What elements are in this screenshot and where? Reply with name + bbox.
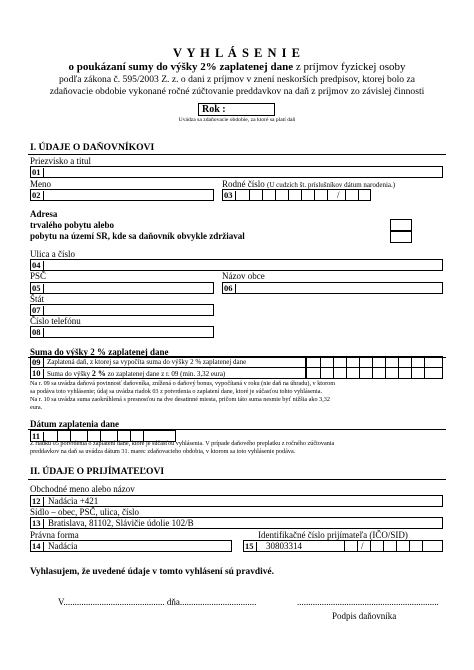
cell-divider <box>333 357 334 367</box>
field-number-10: 10 <box>31 369 44 379</box>
cell-divider <box>346 368 347 378</box>
header-line-2: podľa zákona č. 595/2003 Z. z. o dani z príjmov v znení neskorších predpisov, ktorej bolo za <box>58 74 416 85</box>
cell-divider <box>424 357 425 367</box>
obchodne-label: Obchodné meno alebo názov <box>30 484 135 494</box>
section-1-rule <box>28 154 446 155</box>
document-title: V Y H L Á S E N I E <box>173 46 301 60</box>
rc-cell-divider <box>288 190 289 200</box>
field-number-07: 07 <box>31 306 44 316</box>
row-10-text-pre: Suma do výšky <box>47 370 92 378</box>
cell-divider <box>320 368 321 378</box>
row-10-text-post: zo zaplatenej dane z r. 09 (min. 3,32 eura) <box>105 370 226 378</box>
field-number-09: 09 <box>31 358 44 368</box>
rok-label: Rok : <box>202 104 226 115</box>
ico-field[interactable] <box>243 540 443 552</box>
obchodne-field[interactable] <box>30 495 443 507</box>
field-number-15: 15 <box>244 542 257 552</box>
datum-title: Dátum zaplatenia dane <box>30 419 120 429</box>
ico-label: Identifikačné číslo prijímateľa (IČO/SID) <box>258 530 408 540</box>
cell-divider <box>398 357 399 367</box>
field-number-03: 03 <box>223 191 236 201</box>
cell-divider <box>398 368 399 378</box>
cell-divider <box>396 541 397 551</box>
rc-cell-divider <box>262 190 263 200</box>
declaration-text: Vyhlasujem, že uvedené údaje v tomto vyhlásení sú pravdivé. <box>30 567 274 577</box>
suma-title: Suma do výšky 2 % zaplatenej dane <box>30 347 169 357</box>
adresa-checkbox-1[interactable] <box>390 219 412 231</box>
cell-divider <box>357 541 358 551</box>
priezvisko-field[interactable] <box>30 166 443 178</box>
psc-label: PSČ <box>30 271 47 281</box>
field-number-08: 08 <box>31 328 44 338</box>
cell-divider <box>372 368 373 378</box>
ulica-field[interactable] <box>30 259 443 271</box>
ulica-label: Ulica a číslo <box>30 249 75 259</box>
subtitle-bold: o poukázaní sumy do výšky 2% zaplatenej dane <box>68 61 294 73</box>
cell-divider <box>372 357 373 367</box>
place-date-line[interactable]: V............................................. dňa.................................. <box>58 597 257 607</box>
sidlo-value: Bratislava, 81102, Slávičie údolie 102/B <box>48 518 194 528</box>
cell-divider <box>333 368 334 378</box>
note-09-line-1: Na r. 09 sa uvádza daňová povinnosť daňovníka, znížená o daňový bonus, vypočítaná v roku (nie daň na úhradu), v ktorom <box>30 380 336 387</box>
cell-divider <box>411 368 412 378</box>
meno-field[interactable] <box>30 189 214 201</box>
sidlo-label: Sídlo – obec, PSČ, ulica, číslo <box>30 507 139 517</box>
ico-value: 30803314 <box>266 541 302 551</box>
field-number-02: 02 <box>31 191 44 201</box>
note-09-line-2: sa podáva toto vyhlásenie; údaj sa uvádza riadok 03 z potvrdenia o zaplatení dane, ktoré je súčasťou tohto vyhlásenia. <box>30 388 322 395</box>
adresa-label-3: pobytu na území SR, kde sa daňovník obvykle zdržiaval <box>30 231 245 241</box>
stat-field[interactable] <box>30 304 214 316</box>
rc-cell-divider <box>345 190 346 200</box>
signature-label: Podpis daňovníka <box>332 611 397 621</box>
cell-divider <box>383 541 384 551</box>
cell-divider <box>320 357 321 367</box>
row-10-value-field[interactable] <box>306 367 443 379</box>
cell-divider <box>359 368 360 378</box>
header-line-3: zdaňovacie obdobie vykonané ročné zúčtovanie preddavkov na daň z príjmov zo závislej činnosti <box>49 86 425 97</box>
cell-divider <box>385 368 386 378</box>
cell-divider <box>370 541 371 551</box>
psc-field[interactable] <box>30 282 214 294</box>
note-11-line-1: Z riadku 05 potvrdenia o zaplatení dane, ktoré je súčasťou vyhlásenia. V prípade daňového preplatku z ročného zúčtovania <box>30 440 335 447</box>
subtitle-rest: z príjmov fyzickej osoby <box>295 61 406 73</box>
note-10-line-1: Na r. 10 sa uvádza suma zaokrúhlená s presnosťou na dve desatinné miesta, pričom táto suma nesmie byť nižšia ako 3,32 <box>30 396 330 403</box>
telefon-label: Číslo telefónu <box>30 316 81 326</box>
pravna-forma-field[interactable] <box>30 540 232 552</box>
rc-cell-divider <box>249 190 250 200</box>
rc-cell-divider <box>301 190 302 200</box>
adresa-checkbox-2[interactable] <box>390 231 412 243</box>
signature-line[interactable]: ............................................................... <box>297 597 439 607</box>
cell-divider <box>409 541 410 551</box>
cell-divider <box>422 541 423 551</box>
note-10-line-2: eura. <box>30 404 43 411</box>
field-number-04: 04 <box>31 261 44 271</box>
field-number-14: 14 <box>31 542 44 552</box>
rc-cell-divider <box>314 190 315 200</box>
obchodne-value: Nadácia +421 <box>48 496 99 506</box>
rodne-cislo-title: Rodné číslo <box>222 179 265 189</box>
rodne-cislo-field[interactable] <box>222 189 371 201</box>
field-number-11: 11 <box>31 432 44 442</box>
field-number-06: 06 <box>223 284 236 294</box>
rok-box[interactable] <box>198 103 275 116</box>
cell-divider <box>424 368 425 378</box>
document-subtitle <box>0 62 474 73</box>
cell-divider <box>346 357 347 367</box>
section-2-rule <box>28 479 446 480</box>
note-11-line-2: preddavkov na daň sa uvádza dátum 31. marec zdaňovacieho obdobia, v ktorom sa toto vyhlásenie podáva. <box>30 448 296 455</box>
row-10-text-bold: 2 % <box>91 369 106 378</box>
ico-slash: / <box>361 541 364 551</box>
stat-label: Štát <box>30 294 45 304</box>
field-number-01: 01 <box>31 168 44 178</box>
adresa-label: Adresa <box>30 209 58 219</box>
row-10 <box>30 367 306 379</box>
cell-divider <box>344 541 345 551</box>
field-number-12: 12 <box>31 497 44 507</box>
obec-label: Názov obce <box>222 271 265 281</box>
pravna-forma-label: Právna forma <box>30 530 79 540</box>
rodne-cislo-label <box>222 180 395 189</box>
rodne-cislo-note: (U cudzích št. príslušníkov dátum narodenia.) <box>267 181 396 189</box>
cell-divider <box>385 357 386 367</box>
row-10-text <box>47 370 225 378</box>
priezvisko-label: Priezvisko a titul <box>30 156 91 166</box>
sidlo-field[interactable] <box>30 517 443 529</box>
telefon-field[interactable] <box>30 326 214 338</box>
section-1-title: I. ÚDAJE O DAŇOVNÍKOVI <box>30 142 155 153</box>
row-09-text: Zaplatená daň, z ktorej sa vypočíta suma do výšky 2 % zaplatenej dane <box>47 358 247 366</box>
rc-slash: / <box>337 190 340 200</box>
cell-divider <box>359 357 360 367</box>
field-number-13: 13 <box>31 519 44 529</box>
pravna-forma-value: Nadácia <box>48 541 78 551</box>
rc-cell-divider <box>275 190 276 200</box>
field-number-05: 05 <box>31 284 44 294</box>
meno-label: Meno <box>30 179 51 189</box>
section-2-title: II. ÚDAJE O PRIJÍMATEĽOVI <box>30 466 165 477</box>
cell-divider <box>411 357 412 367</box>
obec-field[interactable] <box>222 282 443 294</box>
rok-note: Uvádza sa zdaňovacie obdobie, za ktoré sa platí daň <box>178 117 296 123</box>
adresa-label-2: trvalého pobytu alebo <box>30 220 115 230</box>
rc-cell-divider <box>327 190 328 200</box>
rc-cell-divider <box>358 190 359 200</box>
